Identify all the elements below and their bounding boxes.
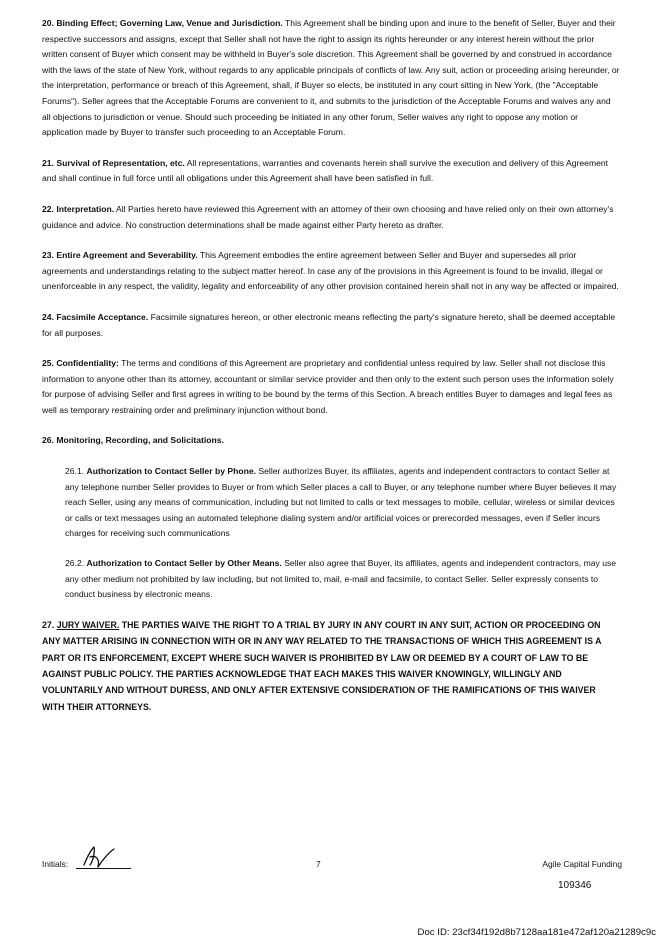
agreement-body [42, 16, 620, 715]
subsection-26-1-heading: Authorization to Contact Seller by Phone. [86, 466, 257, 477]
subsection-26-2-heading: Authorization to Contact Seller by Other Means. [86, 558, 282, 569]
section-23 [42, 248, 620, 295]
subsection-26-2-text: Seller also agree that Buyer, its affiliates, agents and independent contractors, may use any other medium not prohibited by law including, but not limited to, mail, e-mail and facsimile, to contact Seller. Seller expressly consents to conduct business by electronic means. [65, 558, 617, 600]
section-27-title: JURY WAIVER. [56, 619, 120, 630]
section-27-jury-waiver [42, 617, 620, 715]
subsection-26-2-number: 26.2. [65, 558, 87, 569]
section-26-heading: 26. Monitoring, Recording, and Solicitations. [42, 435, 224, 446]
section-24-text: Facsimile signatures hereon, or other electronic means reflecting the party's signature hereto, shall be deemed acceptable for all purposes. [42, 311, 616, 338]
section-20-heading: 20. Binding Effect; Governing Law, Venue and Jurisdiction. [42, 18, 283, 28]
section-21 [42, 156, 620, 187]
section-26 [42, 433, 620, 449]
section-27-number: 27. [42, 619, 57, 630]
initials-label: Initials: [42, 859, 69, 869]
section-21-heading: 21. Survival of Representation, etc. [42, 157, 185, 168]
page-footer [42, 843, 622, 871]
subsection-26-1-number: 26.1. [65, 466, 87, 477]
page-number: 7 [316, 859, 321, 869]
section-20-text: This Agreement shall be binding upon and inure to the benefit of Seller, Buyer and their respective successors and assigns, except that Seller shall not have the right to assign its rights hereunder or any interest herein without the prior written consent of Buyer which consent may be withheld in Buyer's sole discretion. This Agreement shall be governed by and construed in accordance with the laws of the state of New York, without regards to any applicable principals of conflicts of law. Any suit, action or proceeding arising hereunder, or the interpretation, performance or breach of this Agreement, shall, if Buyer so elects, be instituted in any court sitting in New York, (the "Acceptable Forums"). Seller agrees that the Acceptable Forums are convenient to it, and submits to the jurisdiction of the Acceptable Forums and waives any and all objections to jurisdiction or venue. Should such proceeding be initiated in any other forum, Seller waives any right to oppose any motion or application made by Buyer to transfer such proceeding to an Acceptable Forum. [42, 18, 620, 138]
initials-line [76, 868, 131, 869]
section-21-text: All representations, warranties and covenants herein shall survive the execution and delivery of this Agreement and shall continue in full force until all obligations under this Agreement shall have been satisfied in full. [42, 157, 609, 184]
section-22-heading: 22. Interpretation. [42, 203, 115, 214]
section-22 [42, 202, 620, 233]
section-27-text: THE PARTIES WAIVE THE RIGHT TO A TRIAL BY JURY IN ANY COURT IN ANY SUIT, ACTION OR PROCEEDING ON ANY MATTER ARISING IN CONNECTION WITH OR IN ANY WAY RELATED TO THE TRANSACTIONS OF WHICH THIS AGREEMENT IS A PART OR ITS ENFORCEMENT, EXCEPT WHERE SUCH WAIVER IS PROHIBITED BY LAW OR DEEMED BY A COURT OF LAW TO BE AGAINST PUBLIC POLICY. THE PARTIES ACKNOWLEDGE THAT EACH MAKES THIS WAIVER KNOWINGLY, WILLINGLY AND VOLUNTARILY AND WITHOUT DURESS, AND ONLY AFTER EXTENSIVE CONSIDERATION OF THE RAMIFICATIONS OF THIS WAIVER WITH THEIR ATTORNEYS. [42, 619, 602, 712]
section-25-text: The terms and conditions of this Agreement are proprietary and confidential unless required by law. Seller shall not disclose this information to anyone other than its attorney, accountant or similar service provider and then only to the extent such person uses the information solely for purpose of advising Seller and first agrees in writing to be bound by the terms of this Section. A breach entitles Buyer to damages and legal fees as well as temporary restraining order and preliminary injunction without bond. [42, 358, 614, 415]
reference-number: 109346 [558, 880, 592, 891]
subsection-26-2 [65, 556, 620, 603]
subsection-26-1-text: Seller authorizes Buyer, its affiliates, agents and independent contractors to contact Seller at any telephone number Seller provides to Buyer or from which Seller places a call to Buyer, or any telephone number where Buyer believes it may reach Seller, using any means of communication, including but not limited to calls or text messages to mobile, cellular, wireless or similar devices or calls or text messages using an automated telephone dialing system and/or artificial voices or prerecorded messages, even if Seller incurs charges for receiving such communications [65, 466, 617, 539]
section-23-heading: 23. Entire Agreement and Severability. [42, 250, 198, 261]
company-name: Agile Capital Funding [542, 859, 622, 869]
section-25-heading: 25. Confidentiality: [42, 358, 119, 369]
section-24 [42, 310, 620, 341]
section-25 [42, 356, 620, 418]
section-20 [42, 16, 620, 141]
doc-id: Doc ID: 23cf34f192d8b7128aa181e472af120a21289c9c [417, 927, 656, 938]
section-24-heading: 24. Facsimile Acceptance. [42, 311, 149, 322]
subsection-26-1 [65, 464, 620, 542]
initials-signature-icon [78, 843, 118, 871]
section-23-text: This Agreement embodies the entire agreement between Seller and Buyer and supersedes all prior agreements and understandings relating to the subject matter hereof. In case any of the provisions in this Agreement is found to be invalid, illegal or unenforceable in any respect, the validity, legality and enforceability of any other provision contained herein shall not in any way be affected or impaired. [42, 250, 619, 292]
section-22-text: All Parties hereto have reviewed this Agreement with an attorney of their own choosing and have relied only on their own attorney's guidance and advice. No construction determinations shall be made against either Party hereto as drafter. [42, 203, 614, 230]
